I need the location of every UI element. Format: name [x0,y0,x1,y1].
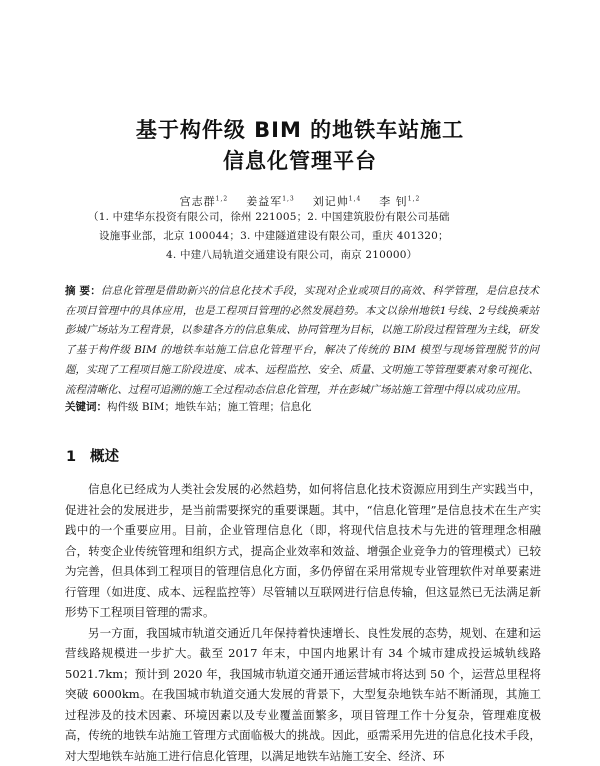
affiliation-line-3: 4. 中建八局轨道交通建设有限公司，南京 210000） [166,246,600,265]
author-affiliation-mark: 1,2 [408,195,421,202]
keywords-label: 关键词： [65,401,107,413]
paper-title-line-2: 信息化管理平台 [0,145,600,175]
author-affiliation-mark: 1,3 [282,195,295,202]
body-paragraph-2: 另一方面，我国城市轨道交通近几年保持着快速增长、良性发展的态势，规划、在建和运营线路规模进一步扩大。截至 2017 年末，中国内地累计有 34 个城市建成投运城轨线路 5021.7km；预计到 2020 年，我国城市轨道交通开通运营城市将达到 50 个，运营总里程将突破 6000km。在我国城市轨道交通大发展的背景下，大型复杂地铁车站不断涌现，其施工过程涉及的技术因素、环境因素以及专业覆盖面繁多，项目管理工作十分复杂，管理难度极高，传统的地铁车站施工管理方式面临极大的挑战。因此，亟需采用先进的信息化技术手段，对大型地铁车站施工进行信息化管理，以满足地铁车站施工安全、经济、环 [65,623,541,766]
body-text [65,479,541,766]
affiliation-line-2: 设施事业部，北京 100044；3. 中建隧道建设有限公司，重庆 401320； [99,227,579,246]
author-affiliation-mark: 1,2 [216,195,229,202]
author-name: 宫志群 [180,195,216,208]
author-name: 姜益军 [246,195,282,208]
paper-title-line-1: 基于构件级 BIM 的地铁车站施工 [0,114,600,144]
abstract [65,282,539,400]
author-list [0,193,600,209]
section-heading [66,445,119,466]
keywords [65,398,539,417]
affiliation-line-1: （1. 中建华东投资有限公司，徐州 221005；2. 中国建筑股份有限公司基础 [88,208,568,227]
keywords-text: 构件级 BIM；地铁车站；施工管理；信息化 [107,401,311,413]
author-affiliation-mark: 1,4 [349,195,362,202]
section-title: 概述 [90,449,119,465]
section-number: 1 [66,449,90,465]
author-name: 刘记帅 [313,195,349,208]
abstract-label: 摘 要： [65,285,101,297]
abstract-text: 信息化管理是借助新兴的信息化技术手段，实现对企业或项目的高效、科学管理，是信息技术在项目管理中的具体应用，也是工程项目管理的必然发展趋势。本文以徐州地铁1号线、2号线换乘站彭城广场站为工程背景，以参建各方的信息集成、协同管理为目标，以施工阶段过程管理为主线，研发了基于构件级 BIM 的地铁车站施工信息化管理平台，解决了传统的 BIM 模型与现场管理脱节的问题，实现了工程项目施工阶段进度、成本、远程监控、安全、质量、文明施工等管理要素对象可视化、流程清晰化、过程可追溯的施工全过程动态信息化管理，并在彭城广场站施工管理中得以成功应用。 [65,285,539,396]
body-paragraph-1: 信息化已经成为人类社会发展的必然趋势，如何将信息化技术资源应用到生产实践当中，促进社会的发展进步，是当前需要探究的重要课题。其中，“信息化管理”是信息技术在生产实践中的一个重要应用。目前，企业管理信息化（即，将现代信息技术与先进的管理理念相融合，转变企业传统管理和组织方式，提高企业效率和效益、增强企业竞争力的管理模式）已较为完善，但具体到工程项目的管理信息化方面，多仍停留在采用常规专业管理软件对单要素进行管理（如进度、成本、远程监控等）尽管辅以互联网进行信息传输，但这显然已无法满足新形势下工程项目管理的需求。 [65,479,541,623]
author-name: 李 钊 [379,195,408,208]
